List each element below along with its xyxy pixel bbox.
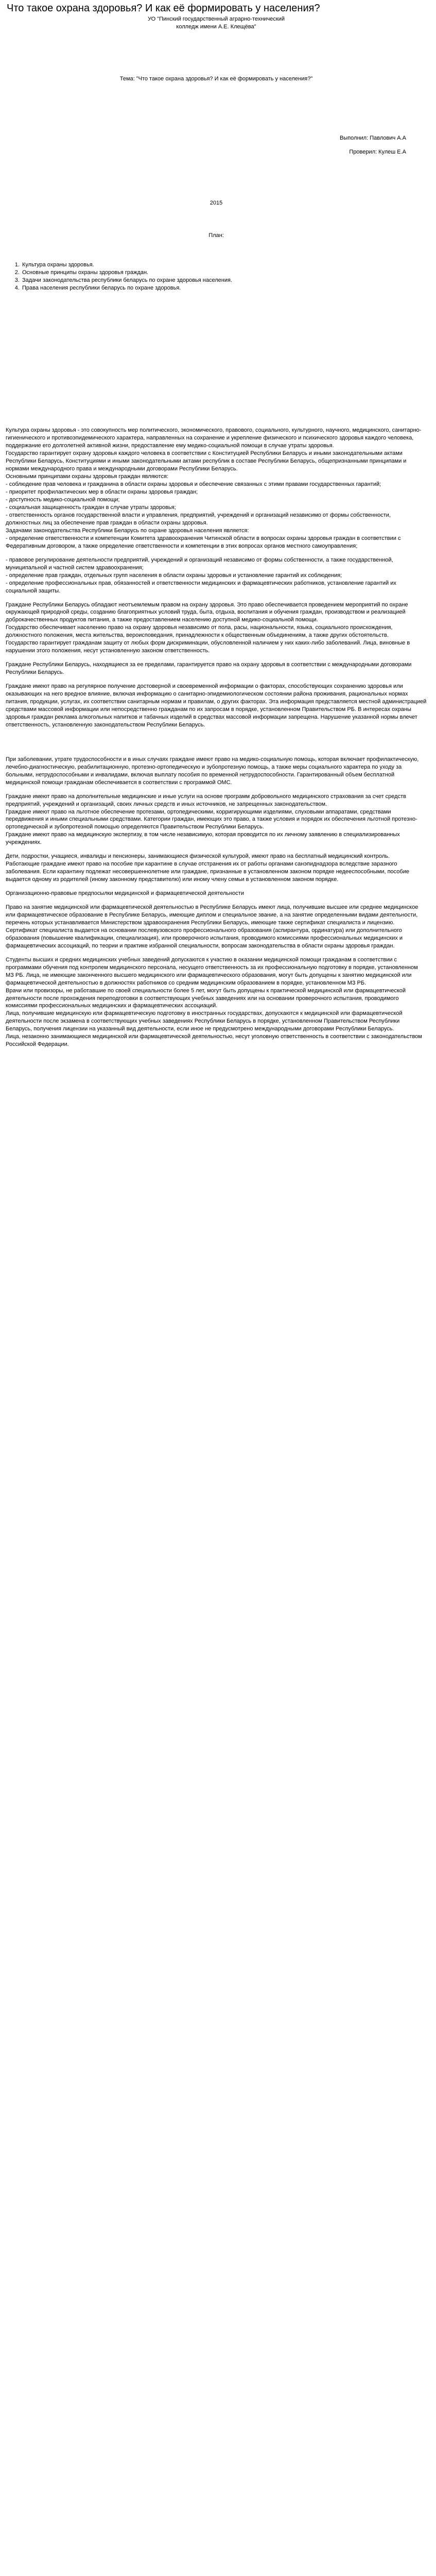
- body-paragraph: Задачами законодательства Республики Беларусь по охране здоровья населения является:: [6, 527, 249, 534]
- body-paragraph: Право на занятие медицинской или фармацевтической деятельностью в Республике Беларусь имеют лица, получившие высшее или среднее медицинское или фармацевтическое образование в Республике Беларусь, имеющие диплом и специальное звание, а на занятие определенными видами деятельности, перечень которых устанавливается Министерством здравоохранения Республики Беларусь, имеющие также сертификат специалиста и лицензию.: [6, 904, 418, 926]
- plan-item: 3. Задачи законодательства республики беларусь по охране здоровья населения.: [21, 277, 427, 284]
- body-paragraph: Государство обеспечивает населению право на охрану здоровья независимо от пола, расы, национальности, языка, социального происхождения, должностного положения, места жительства, вероисповедания, принадлежности к общественным объединениям, а также других обстоятельств.: [6, 624, 393, 639]
- plan-item: 2. Основные принципы охраны здоровья граждан.: [21, 269, 427, 277]
- body-paragraph: Лица, незаконно занимающиеся медицинской или фармацевтической деятельностью, несут уголовную ответственность в соответствии с законодательством Российской Федерации.: [6, 1033, 422, 1048]
- body-paragraph: Граждане имеют право на медицинскую экспертизу, в том числе независимую, которая проводится по их личному заявлению в специализированных учреждениях.: [6, 832, 400, 846]
- body-paragraph: Государство гарантирует гражданам защиту от любых форм дискриминации, обусловленной наличием у них каких-либо заболеваний. Лица, виновные в нарушении этого положения, несут установленную законом ответственность.: [6, 640, 410, 654]
- plan-title: План:: [208, 232, 224, 239]
- body-paragraph: Основными принципами охраны здоровья граждан являются:: [6, 473, 168, 480]
- body-text: [6, 427, 427, 1048]
- year-line: 2015: [210, 199, 223, 206]
- plan-list: [6, 261, 427, 292]
- body-paragraph: - социальная защищенность граждан в случае утраты здоровья;: [6, 504, 176, 511]
- body-paragraph: Граждане имеют право на льготное обеспечение протезами, ортопедическими, корригирующими изделиями, слуховыми аппаратами, средствами передвижения и иными специальными средствами. Категории граждан, имеющих это право, а также условия и порядок их обеспечения льготной протезно-ортопедической и зубопротезной помощью определяются Правительством Республики Беларусь.: [6, 808, 417, 831]
- document-title: Что такое охрана здоровья? И как её формировать у населения?: [7, 3, 320, 14]
- author-line: Выполнил: Павлович А.А: [339, 134, 406, 141]
- body-paragraph: Организационно-правовые предпосылки медицинской и фармацевтической деятельности: [6, 890, 244, 897]
- body-paragraph: - определение ответственности и компетенции Комитета здравоохранения Читинской области в вопросах охраны здоровья граждан в соответствии с Федеративным договором, а также определение ответственности и компетенции в этих вопросах органов местного самоуправления;: [6, 535, 401, 549]
- body-paragraph: - ответственность органов государственной власти и управления, предприятий, учреждений и организаций независимо от формы собственности, должностных лиц за обеспечение прав граждан в области охраны здоровья.: [6, 512, 391, 526]
- body-paragraph: Граждане Республики Беларусь обладают неотъемлемым правом на охрану здоровья. Это право обеспечивается проведением мероприятий по охране окружающей природной среды, созданию благоприятных условий труда, быта, отдыха, воспитания и обучения граждан, производством и реализацией доброкачественных продуктов питания, а также предоставлением населению доступной медико-социальной помощи.: [6, 601, 408, 623]
- plan-item: 4. Права населения республики беларусь по охране здоровья.: [21, 284, 427, 292]
- body-paragraph: Работающие граждане имеют право на пособие при карантине в случае отстранения их от работы органами санэпиднадзора вследствие заразного заболевания. Если карантину подлежат несовершеннолетние или граждане, признанные в установленном законом порядке недееспособными, пособие выдается одному из родителей (иному законному представителю) или иному члену семьи в установленном законом порядке.: [6, 861, 409, 883]
- body-paragraph: - правовое регулирование деятельности предприятий, учреждений и организаций независимо от формы собственности, а также государственной, муниципальной и частной систем здравоохранения;: [6, 556, 393, 571]
- body-paragraph: Студенты высших и средних медицинских учебных заведений допускаются к участию в оказании медицинской помощи гражданам в соответствии с программами обучения под контролем медицинского персонала, несущего ответственность за их профессиональную подготовку в порядке, установленном МЗ РБ. Лица, не имеющие законченного высшего медицинского или фармацевтического образования, могут быть допущены к занятию медицинской или фармацевтической деятельностью в должностях работников со средним медицинским образованием в порядке, установленном МЗ РБ.: [6, 956, 418, 986]
- topic-line: Тема: "Что такое охрана здоровья? И как её формировать у населения?": [119, 75, 313, 82]
- body-paragraph: - определение прав граждан, отдельных групп населения в области охраны здоровья и установление гарантий их соблюдения;: [6, 572, 342, 579]
- body-paragraph: Дети, подростки, учащиеся, инвалиды и пенсионеры, занимающиеся физической культурой, имеют право на бесплатный медицинский контроль.: [6, 853, 390, 860]
- body-paragraph: Лица, получившие медицинскую или фармацевтическую подготовку в иностранных государствах, допускаются к медицинской или фармацевтической деятельности после экзамена в соответствующих учебных заведениях Республики Беларусь в порядке, установленном Правительством Республики Беларусь, получения лицензии на указанный вид деятельности, если иное не предусмотрено международными договорами Республики Беларусь.: [6, 1010, 403, 1032]
- body-paragraph: - соблюдение прав человека и гражданина в области охраны здоровья и обеспечение связанных с этими правами государственных гарантий;: [6, 481, 381, 488]
- body-paragraph: При заболевании, утрате трудоспособности и в иных случаях граждане имеют право на медико-социальную помощь, которая включает профилактическую, лечебно-диагностическую, реабилитационную, протезно-ортопедическую и зубопротезную помощь, а также меры социального характера по уходу за больными, нетрудоспособными и инвалидами, включая выплату пособия по временной нетрудоспособности. Гарантированный объем бесплатной медицинской помощи гражданам обеспечивается в соответствии с программой ОМС.: [6, 756, 419, 786]
- body-paragraph: Граждане имеют право на регулярное получение достоверной и своевременной информации о факторах, способствующих сохранению здоровья или оказывающих на него вредное влияние, включая информацию о санитарно-эпидемиологическом состоянии района проживания, рациональных нормах питания, продукции, услугах, их соответствии санитарным нормам и правилам, о других факторах. Эта информация представляется местной администрацией средствами массовой информации или непосредственно гражданам по их запросам в порядке, установленном Правительством РБ. В интересах охраны здоровья граждан реклама алкогольных напитков и табачных изделий в средствах массовой информации запрещена. Нарушение указанной нормы влечет ответственность, установленную законодательством Республики Беларусь.: [6, 683, 427, 728]
- checker-line: Проверил: Кулеш Е.А: [349, 148, 406, 155]
- document-page: [0, 2, 436, 1048]
- plan-item: 1. Культура охраны здоровья.: [21, 261, 427, 269]
- body-paragraph: - доступность медико-социальной помощи;: [6, 497, 120, 503]
- body-paragraph: Сертификат специалиста выдается на основании послевузовского профессионального образования (аспирантура, ординатура) или дополнительного образования (повышение квалификации, специализация), или проверочного испытания, проводимого комиссиями профессиональных медицинских и фармацевтических ассоциаций, по теории и практике избранной специальности, вопросам законодательства в области охраны здоровья граждан.: [6, 927, 403, 949]
- body-paragraph: Культура охраны здоровья - это совокупность мер политического, экономического, правового, социального, культурного, научного, медицинского, санитарно-гигиенического и противоэпидемического характера, направленных на сохранение и укрепление физического и психического здоровья каждого человека, поддержание его долголетней активной жизни, предоставление ему медико-социальной помощи в случае утраты здоровья.: [6, 427, 422, 449]
- authors-block: [6, 134, 427, 156]
- body-paragraph: Государство гарантирует охрану здоровья каждого человека в соответствии с Конституцией Республики Беларусь и иными законодательными актами Республики Беларусь, Конституциями и иными законодательными актами республик в составе Республики Беларусь, общепризнанными принципами и нормами международного права и международными договорами Республики Беларусь.: [6, 450, 407, 472]
- body-paragraph: - приоритет профилактических мер в области охраны здоровья граждан;: [6, 489, 198, 496]
- body-paragraph: Граждане имеют право на дополнительные медицинские и иные услуги на основе программ добровольного медицинского страхования за счет средств предприятий, учреждений и организаций, своих личных средств и иных источников, не запрещенных законодательством.: [6, 793, 406, 807]
- organization-name: УО "Пинский государственный аграрно-технический колледж имени А.Е. Клещёва": [147, 16, 285, 30]
- body-paragraph: Граждане Республики Беларусь, находящиеся за ее пределами, гарантируется право на охрану здоровья в соответствии с международными договорами Республики Беларусь.: [6, 662, 412, 676]
- body-paragraph: Врачи или провизоры, не работавшие по своей специальности более 5 лет, могут быть допущены к практической медицинской или фармацевтической деятельности после прохождения переподготовки в соответствующих учебных заведениях или на основании проверочного испытания, проводимого комиссиями профессиональных медицинских и фармацевтических ассоциаций.: [6, 987, 406, 1009]
- body-paragraph: - определение профессиональных прав, обязанностей и ответственности медицинских и фармацевтических работников, установление гарантий их социальной защиты.: [6, 580, 396, 594]
